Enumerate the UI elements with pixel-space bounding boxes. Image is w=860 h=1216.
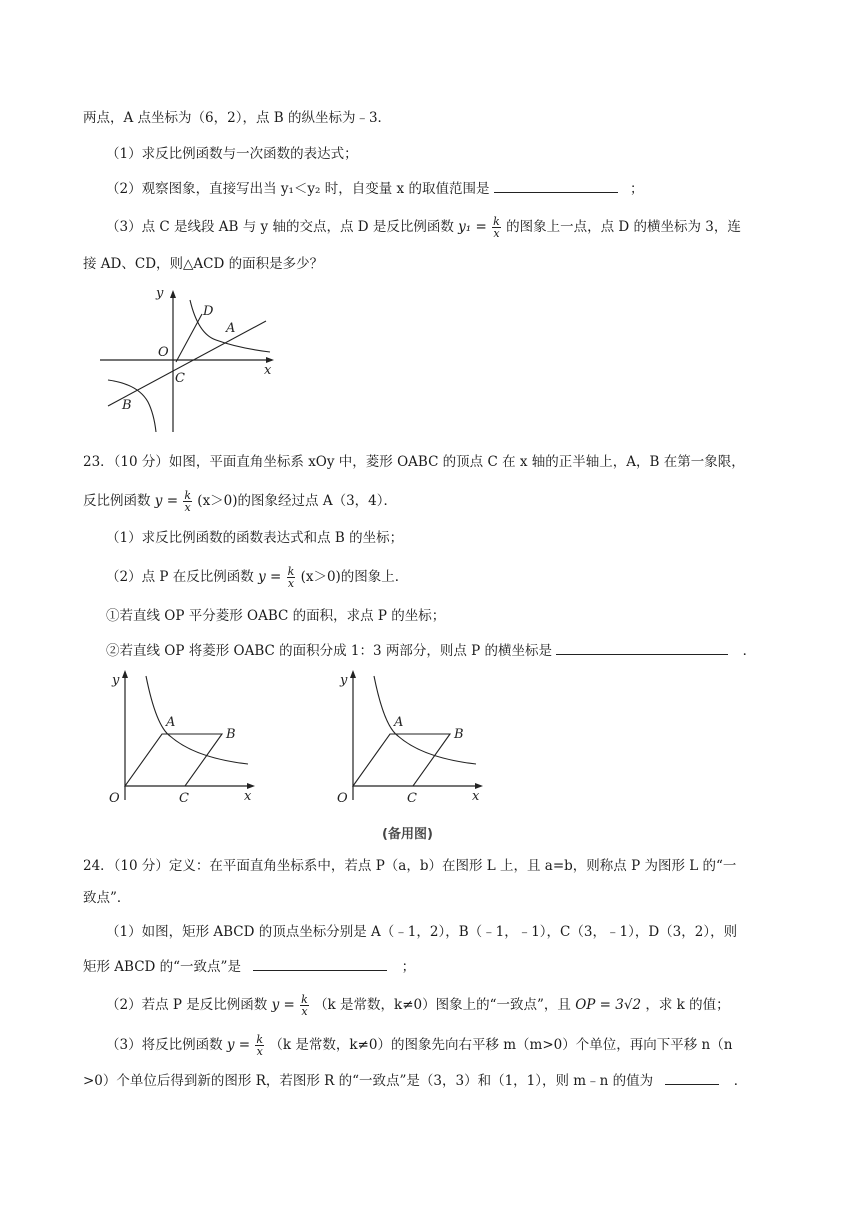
- fraction-denominator: x: [256, 1045, 263, 1058]
- q24-part2-text: （2）若点 P 是反比例函数: [106, 997, 268, 1013]
- q24-part3-blank[interactable]: [665, 1070, 719, 1085]
- q23-line2: [83, 490, 397, 513]
- fraction-numerator: k: [256, 1033, 264, 1046]
- q22-part3-text-2: 的图象上一点，点 D 的横坐标为 3，连: [506, 219, 741, 235]
- q22-part3-fraction: [492, 216, 501, 239]
- label-x: x: [472, 789, 480, 804]
- label-b: B: [226, 727, 236, 742]
- q24-part2-op: OP = 3√2: [575, 997, 642, 1013]
- fraction-denominator: x: [301, 1005, 308, 1018]
- q24-part3: [106, 1034, 732, 1057]
- label-c: C: [175, 371, 185, 386]
- label-x: x: [244, 789, 252, 804]
- q24-line2: 致点”．: [83, 890, 131, 906]
- label-y: y: [112, 673, 120, 688]
- q23-line2-fraction: [183, 490, 192, 513]
- label-c: C: [407, 791, 417, 806]
- hyperbola-lower: [108, 380, 156, 432]
- label-a: A: [394, 715, 404, 730]
- q23-part2-fraction: [287, 566, 296, 589]
- q23-part2-text: （2）点 P 在反比例函数: [106, 569, 254, 585]
- label-o: O: [158, 345, 169, 360]
- hyperbola: [146, 676, 248, 764]
- y-axis-arrow: [122, 670, 128, 678]
- q24-part1: （1）如图，矩形 ABCD 的顶点坐标分别是 A（﹣1，2），B（﹣1，﹣1），C（3，﹣1），D（3，2），则: [106, 924, 738, 940]
- fraction-denominator: x: [493, 227, 500, 240]
- rhombus-oabc: [125, 734, 222, 786]
- label-c: C: [179, 791, 189, 806]
- q23-figure-spare: [328, 666, 488, 808]
- q23-part2-text-2: (x＞0)的图象上．: [300, 569, 409, 585]
- q24-part3-text-3: >0）个单位后得到新的图形 R，若图形 R 的“一致点”是（3，3）和（1，1），则 m﹣n 的值为: [83, 1073, 654, 1089]
- q23-part1: （1）求反比例函数的函数表达式和点 B 的坐标；: [106, 530, 404, 546]
- q24-part3-text-2: （k 是常数，k≠0）的图象先向右平移 m（m>0）个单位，再向下平移 n（n: [269, 1037, 733, 1053]
- q24-line1: 24．（10 分）定义：在平面直角坐标系中，若点 P（a，b）在图形 L 上，且 a=b，则称点 P 为图形 L 的“一: [83, 858, 737, 874]
- q22-part2: [106, 178, 644, 199]
- line-ab: [108, 321, 266, 406]
- q22-intro: 两点，A 点坐标为（6，2），点 B 的纵坐标为﹣3．: [83, 110, 392, 126]
- hyperbola: [374, 676, 476, 764]
- label-a: A: [226, 321, 236, 336]
- q24-part3-text: （3）将反比例函数: [106, 1037, 223, 1053]
- q22-figure: [98, 284, 278, 434]
- q22-part2-blank[interactable]: [494, 178, 618, 193]
- label-d: D: [203, 304, 214, 319]
- q22-part2-text: （2）观察图象，直接写出当 y₁＜y₂ 时，自变量 x 的取值范围是: [106, 181, 490, 197]
- q22-part3-cont: 接 AD、CD，则△ACD 的面积是多少？: [83, 256, 324, 272]
- q23-sub2-text: ②若直线 OP 将菱形 OABC 的面积分成 1：3 两部分，则点 P 的横坐标是: [106, 643, 553, 659]
- q22-part3-y1: y₁ =: [458, 219, 487, 235]
- q23-sub1: ①若直线 OP 平分菱形 OABC 的面积，求点 P 的坐标；: [106, 608, 446, 624]
- label-o: O: [109, 791, 120, 806]
- fraction-denominator: x: [287, 577, 295, 590]
- label-y: y: [156, 286, 164, 301]
- fraction-numerator: k: [301, 993, 308, 1006]
- label-y: y: [340, 673, 348, 688]
- fraction-numerator: k: [493, 215, 500, 228]
- fraction-denominator: x: [184, 501, 191, 514]
- q22-part2-end: ；: [630, 181, 644, 197]
- spare-figure-caption: (备用图): [382, 827, 433, 842]
- q24-part2-text-3: ，求 k 的值；: [645, 997, 730, 1013]
- q23-part2-y: y =: [258, 569, 282, 585]
- q23-head: 23．（10 分）如图，平面直角坐标系 xOy 中，菱形 OABC 的顶点 C 在 x 轴的正半轴上，A，B 在第一象限，: [83, 454, 745, 470]
- q24-part1-blank[interactable]: [253, 956, 387, 971]
- q24-part2: [106, 994, 730, 1017]
- q24-part1-text: 矩形 ABCD 的“一致点”是: [83, 959, 241, 975]
- q24-part3-y: y =: [226, 1037, 251, 1053]
- q24-part2-text-2: （k 是常数，k≠0）图象上的“一致点”，且: [314, 997, 571, 1013]
- label-o: O: [337, 791, 348, 806]
- label-b: B: [454, 727, 464, 742]
- q24-part3-fraction: [255, 1034, 264, 1057]
- rhombus-oabc: [353, 734, 450, 786]
- q24-part1-cont: [83, 956, 415, 977]
- y-axis-arrow: [350, 670, 356, 678]
- q24-part2-y: y =: [271, 997, 295, 1013]
- fraction-numerator: k: [287, 565, 295, 578]
- y-axis-arrow: [170, 290, 176, 298]
- q23-line2-text-2: (x＞0)的图象经过点 A（3，4）．: [197, 493, 398, 509]
- q23-figure-main: [100, 666, 260, 808]
- label-x: x: [264, 363, 272, 378]
- q23-sub2: [106, 640, 756, 661]
- fraction-numerator: k: [184, 489, 191, 502]
- q22-part3: [106, 216, 741, 239]
- label-b: B: [122, 398, 132, 413]
- q23-line2-y: y =: [154, 493, 179, 509]
- q23-part2: [106, 566, 408, 589]
- q22-part1: （1）求反比例函数与一次函数的表达式；: [106, 146, 358, 162]
- q23-sub2-blank[interactable]: [556, 640, 728, 655]
- segment-cd: [176, 314, 202, 362]
- q24-part1-end: ；: [401, 959, 416, 975]
- label-a: A: [166, 715, 176, 730]
- q24-part3-cont: [83, 1070, 747, 1091]
- q24-part3-end: ．: [733, 1073, 748, 1089]
- q23-line2-text: 反比例函数: [83, 493, 151, 509]
- q24-part2-fraction: [300, 994, 309, 1017]
- q23-sub2-end: ．: [742, 643, 757, 659]
- q22-part3-text: （3）点 C 是线段 AB 与 y 轴的交点，点 D 是反比例函数: [106, 219, 454, 235]
